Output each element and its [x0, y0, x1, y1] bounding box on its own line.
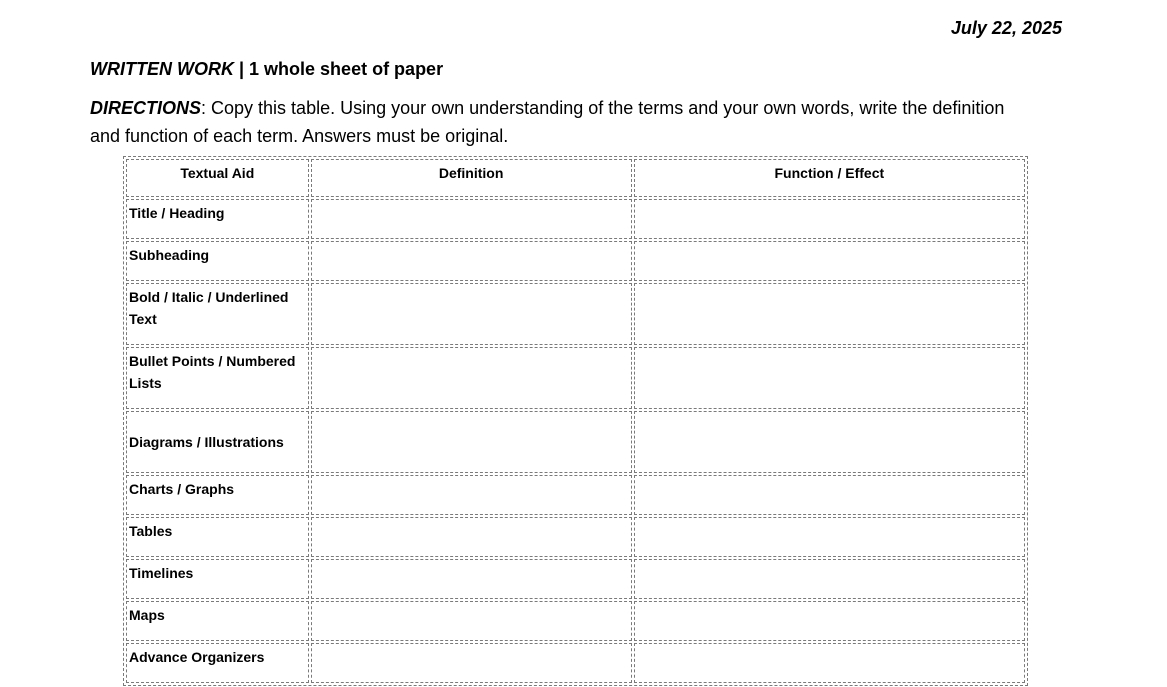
table-row — [126, 411, 1025, 473]
definition-cell — [311, 601, 632, 641]
table-row — [126, 559, 1025, 599]
function-cell — [634, 199, 1025, 239]
definition-cell — [311, 411, 632, 473]
header-definition: Definition — [311, 159, 632, 197]
function-cell — [634, 347, 1025, 409]
term-cell: Timelines — [126, 559, 309, 599]
header-textual-aid: Textual Aid — [126, 159, 309, 197]
table-row — [126, 601, 1025, 641]
heading-detail: 1 whole sheet of paper — [249, 59, 444, 79]
term-cell: Bullet Points / Numbered Lists — [126, 347, 309, 409]
table-row — [126, 283, 1025, 345]
heading-separator: | — [233, 59, 250, 79]
function-cell — [634, 601, 1025, 641]
table-header-row — [126, 159, 1025, 197]
term-cell: Bold / Italic / Underlined Text — [126, 283, 309, 345]
table-row — [126, 643, 1025, 683]
term-cell: Subheading — [126, 241, 309, 281]
definition-cell — [311, 347, 632, 409]
term-cell: Tables — [126, 517, 309, 557]
date: July 22, 2025 — [950, 18, 1062, 38]
directions-label: DIRECTIONS — [90, 98, 202, 118]
assignment-heading — [90, 58, 443, 80]
table-row — [126, 517, 1025, 557]
table-row — [126, 199, 1025, 239]
term-cell: Maps — [126, 601, 309, 641]
definition-cell — [311, 475, 632, 515]
definition-cell — [311, 241, 632, 281]
directions-text: : Copy this table. Using your own understanding of the terms and your own words, write the definition and function of each term. Answers must be original. — [90, 98, 1005, 146]
function-cell — [634, 411, 1025, 473]
definition-cell — [311, 643, 632, 683]
function-cell — [634, 475, 1025, 515]
directions — [90, 94, 1010, 150]
definition-cell — [311, 517, 632, 557]
function-cell — [634, 559, 1025, 599]
table-row — [126, 347, 1025, 409]
definition-cell — [311, 283, 632, 345]
function-cell — [634, 643, 1025, 683]
function-cell — [634, 241, 1025, 281]
term-cell: Charts / Graphs — [126, 475, 309, 515]
term-cell: Diagrams / Illustrations — [126, 411, 309, 473]
definition-cell — [311, 199, 632, 239]
table-row — [126, 475, 1025, 515]
header-function-effect: Function / Effect — [634, 159, 1025, 197]
table-row — [126, 241, 1025, 281]
heading-label: WRITTEN WORK — [90, 59, 234, 79]
term-cell: Title / Heading — [126, 199, 309, 239]
definition-cell — [311, 559, 632, 599]
textual-aids-table — [123, 156, 1028, 686]
function-cell — [634, 283, 1025, 345]
function-cell — [634, 517, 1025, 557]
term-cell: Advance Organizers — [126, 643, 309, 683]
